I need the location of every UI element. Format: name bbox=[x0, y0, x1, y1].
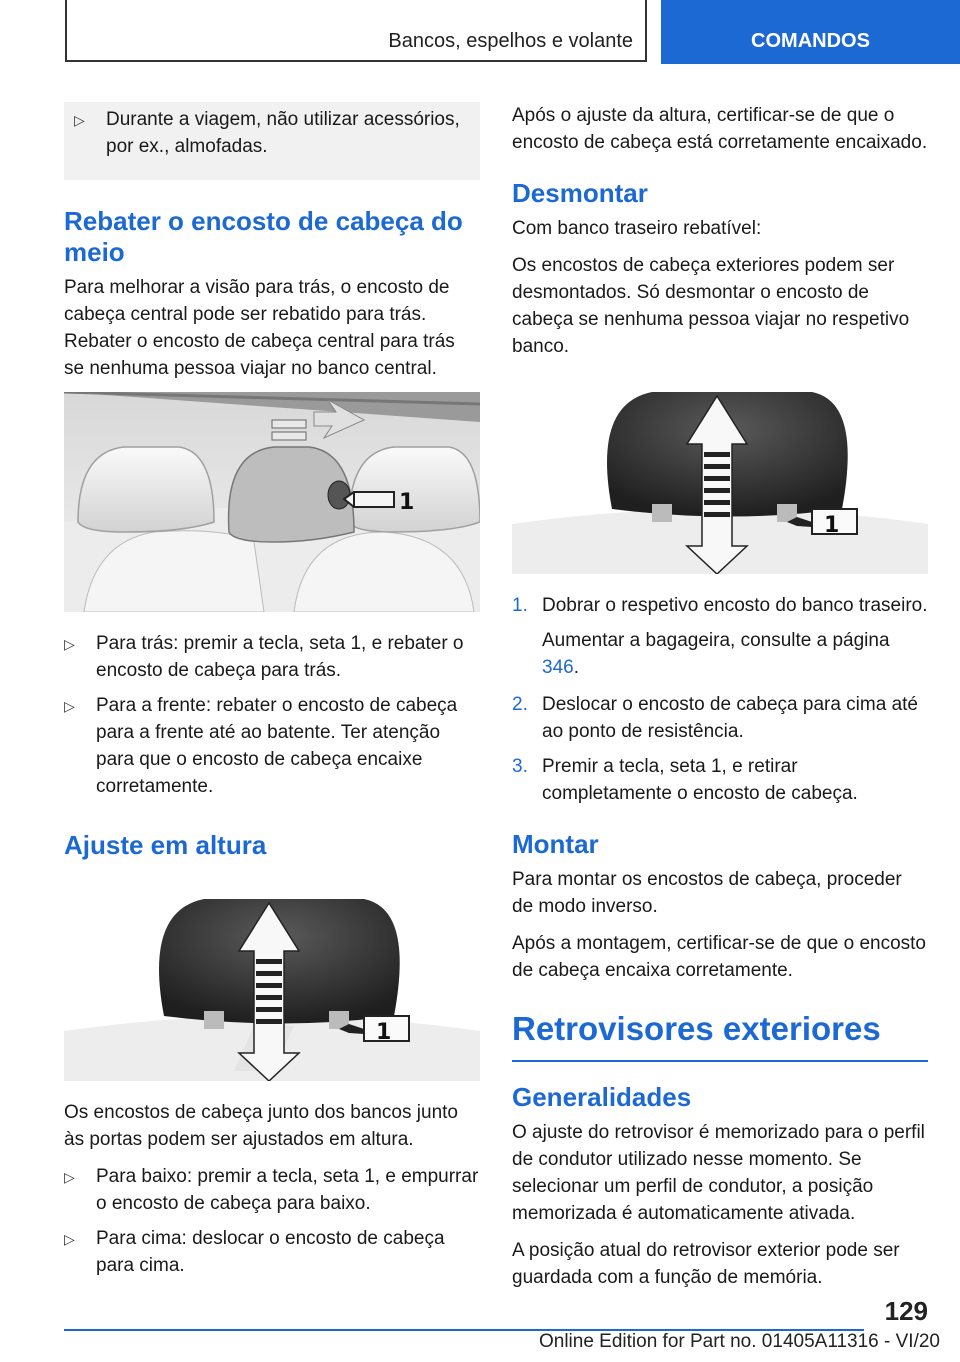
heading-height: Ajuste em altura bbox=[64, 830, 267, 860]
step-item bbox=[512, 691, 928, 745]
fold-bullet-text: Para a frente: rebater o encosto de cabeça para a frente até ao batente. Ter atenção para que o encosto de cabeça encaixe corretamente. bbox=[96, 695, 458, 797]
step-1-subnote-end: . bbox=[573, 657, 579, 678]
height-bullet-text: Para baixo: premir a tecla, seta 1, e empurrar o encosto de cabeça para baixo. bbox=[96, 1166, 479, 1214]
paragraph-general-2: A posição atual do retrovisor exterior pode ser guardada com a função de memória. bbox=[512, 1240, 900, 1288]
figure-headrest-height bbox=[64, 881, 480, 1081]
fold-bullet-item bbox=[64, 630, 480, 684]
paragraph-remove-1: Com banco traseiro rebatível: bbox=[512, 218, 762, 239]
paragraph-after-adjust: Após o ajuste da altura, certificar-se de que o encosto de cabeça está corretamente encaixado. bbox=[512, 105, 928, 153]
page-link-346[interactable]: 346 bbox=[542, 657, 574, 678]
paragraph-general-1: O ajuste do retrovisor é memorizado para o perfil de condutor utilizado nesse momento. Se selecionar um perfil de condutor, a posição memorizada é automaticamente ativada. bbox=[512, 1122, 925, 1224]
figure-rear-seat-headrests bbox=[64, 392, 480, 612]
height-bullet-item bbox=[64, 1163, 480, 1217]
paragraph-mount-1: Para montar os encostos de cabeça, proceder de modo inverso. bbox=[512, 869, 902, 917]
right-column bbox=[512, 102, 928, 1301]
triangle-bullet-icon: ▷ bbox=[74, 112, 85, 128]
triangle-bullet-icon: ▷ bbox=[64, 636, 75, 652]
step-item bbox=[512, 592, 928, 619]
heading-fold: Rebater o encosto de cabeça do meio bbox=[64, 206, 463, 267]
note-box bbox=[64, 102, 480, 180]
step-number: 2. bbox=[512, 694, 528, 715]
step-1-subnote bbox=[512, 627, 928, 681]
figure-callout-label: 1 bbox=[399, 490, 415, 515]
height-bullet-item bbox=[64, 1225, 480, 1279]
step-number: 1. bbox=[512, 595, 528, 616]
heading-mirrors: Retrovisores exteriores bbox=[512, 1008, 928, 1062]
header-tab bbox=[65, 0, 647, 62]
note-text: Durante a viagem, não utilizar acessórios, por ex., almofadas. bbox=[106, 109, 460, 157]
step-number: 3. bbox=[512, 756, 528, 777]
figure-callout-label: 1 bbox=[824, 513, 840, 538]
paragraph-height: Os encostos de cabeça junto dos bancos junto às portas podem ser ajustados em altura. bbox=[64, 1102, 458, 1150]
heading-remove: Desmontar bbox=[512, 178, 648, 208]
step-text: Premir a tecla, seta 1, e retirar completamente o encosto de cabeça. bbox=[542, 756, 858, 804]
figure-headrest-remove bbox=[512, 374, 928, 574]
section-title: Bancos, espelhos e volante bbox=[388, 30, 633, 52]
step-text: Deslocar o encosto de cabeça para cima até ao ponto de resistência. bbox=[542, 694, 918, 742]
fold-bullet-item bbox=[64, 692, 480, 800]
step-text: Dobrar o respetivo encosto do banco traseiro. bbox=[542, 595, 928, 616]
chapter-tab[interactable]: COMANDOS bbox=[661, 0, 960, 64]
paragraph-mount-2: Após a montagem, certificar-se de que o encosto de cabeça encaixa corretamente. bbox=[512, 933, 927, 981]
footer-edition: Online Edition for Part no. 01405A11316 - VI/20 bbox=[538, 1331, 940, 1352]
step-item bbox=[512, 753, 928, 807]
triangle-bullet-icon: ▷ bbox=[64, 1169, 75, 1185]
heading-general: Generalidades bbox=[512, 1082, 692, 1112]
paragraph-fold: Para melhorar a visão para trás, o encosto de cabeça central pode ser rebatido para trás. Rebater o encosto de cabeça central para trás se nenhuma pessoa viajar no banco central. bbox=[64, 277, 455, 379]
page-number: 129 bbox=[884, 1296, 928, 1326]
figure-callout-label: 1 bbox=[376, 1020, 392, 1045]
left-column bbox=[64, 102, 480, 1287]
triangle-bullet-icon: ▷ bbox=[64, 1231, 75, 1247]
paragraph-remove-2: Os encostos de cabeça exteriores podem ser desmontados. Só desmontar o encosto de cabeça se nenhuma pessoa viajar no respetivo banco. bbox=[512, 255, 910, 357]
note-item bbox=[74, 106, 472, 160]
height-bullet-text: Para cima: deslocar o encosto de cabeça para cima. bbox=[96, 1228, 445, 1276]
triangle-bullet-icon: ▷ bbox=[64, 698, 75, 714]
heading-mount: Montar bbox=[512, 829, 599, 859]
step-1-subnote-text: Aumentar a bagageira, consulte a página bbox=[542, 630, 890, 651]
fold-bullet-text: Para trás: premir a tecla, seta 1, e rebater o encosto de cabeça para trás. bbox=[96, 633, 464, 681]
